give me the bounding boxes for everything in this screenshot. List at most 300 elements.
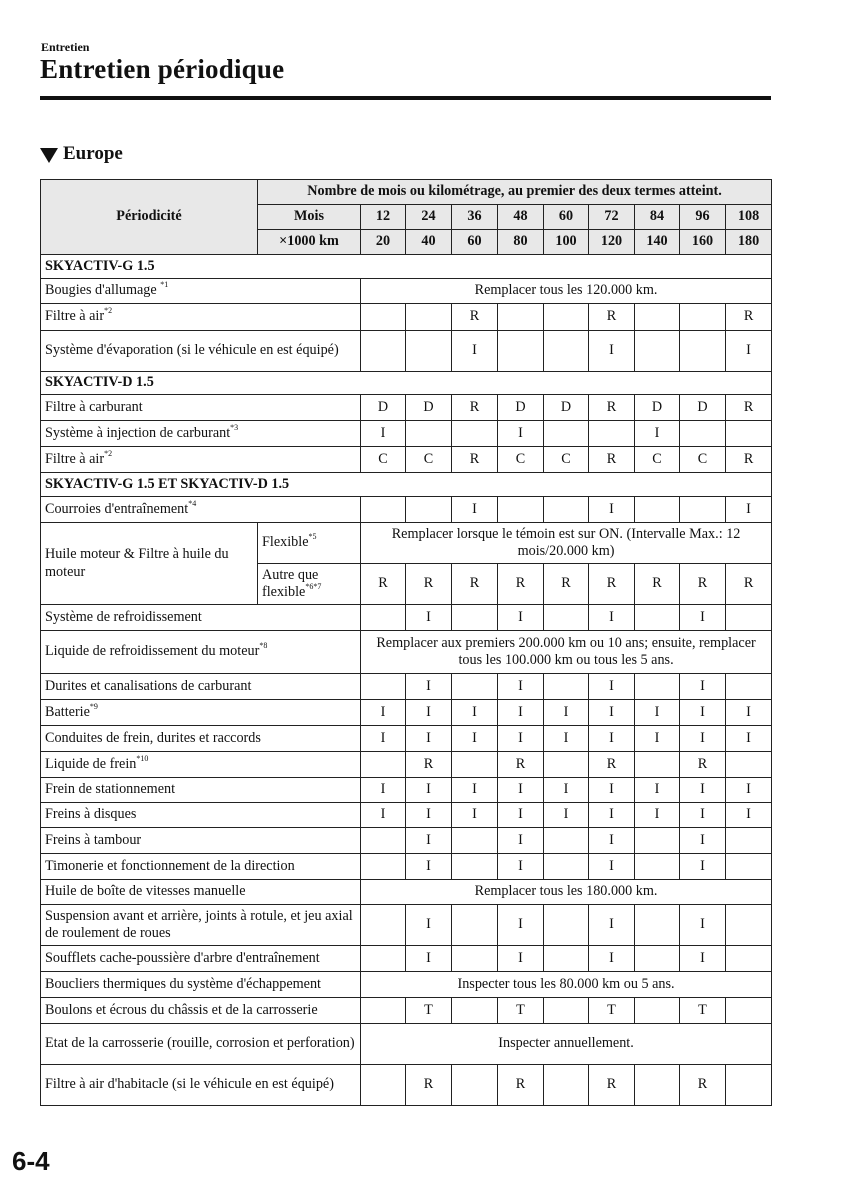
interval-cell: I (589, 905, 635, 946)
interval-cell (406, 331, 452, 372)
interval-cell (680, 331, 726, 372)
item-text: Frein de stationnement (45, 781, 176, 798)
table-row (41, 631, 772, 674)
interval-cell: I (406, 905, 452, 946)
interval-cell (452, 1065, 498, 1106)
table-row (41, 828, 772, 854)
footnote-ref: *10 (136, 753, 149, 763)
interval-cell: I (406, 778, 452, 803)
interval-cell: R (726, 447, 772, 473)
interval-cell: I (452, 331, 498, 372)
table-row (41, 523, 772, 564)
title-divider (40, 96, 771, 100)
interval-cell (544, 905, 589, 946)
interval-cell: I (635, 778, 680, 803)
interval-cell: I (452, 778, 498, 803)
footnote-ref: *6*7 (305, 582, 322, 591)
interval-cell (544, 605, 589, 631)
region-label: Europe (63, 143, 123, 164)
interval-cell (452, 828, 498, 854)
interval-cell: I (406, 803, 452, 828)
interval-cell: I (498, 905, 544, 946)
table-row (41, 255, 772, 279)
item-text: Timonerie et fonctionnement de la direction (45, 857, 295, 874)
interval-cell: R (680, 1065, 726, 1106)
interval-cell: I (726, 497, 772, 523)
month-value: 12 (361, 205, 406, 230)
interval-cell (680, 304, 726, 331)
interval-cell: I (680, 854, 726, 880)
item-text: Huile moteur & Filtre à huile du moteur (45, 546, 229, 580)
table-row (41, 778, 772, 803)
interval-cell: R (680, 752, 726, 778)
item-label (41, 778, 361, 803)
item-label (41, 674, 361, 700)
interval-cell: I (498, 778, 544, 803)
interval-cell: C (544, 447, 589, 473)
item-label (41, 279, 361, 304)
interval-cell: I (361, 700, 406, 726)
interval-span-cell: Remplacer tous les 180.000 km. (361, 880, 772, 905)
interval-cell: I (452, 700, 498, 726)
item-label (41, 631, 361, 674)
interval-cell: I (680, 905, 726, 946)
interval-cell (498, 497, 544, 523)
item-text: Système à injection de carburant (45, 424, 231, 441)
interval-cell: C (635, 447, 680, 473)
interval-cell: I (589, 778, 635, 803)
interval-cell (726, 674, 772, 700)
interval-cell: R (361, 564, 406, 605)
month-value: 36 (452, 205, 498, 230)
table-row (41, 180, 772, 205)
months-header: Mois (258, 205, 361, 230)
interval-cell (452, 674, 498, 700)
interval-cell (361, 304, 406, 331)
item-text: Batterie (45, 703, 90, 720)
interval-cell: I (589, 946, 635, 972)
interval-cell: I (635, 803, 680, 828)
sub-item-label (258, 564, 361, 605)
table-row (41, 1065, 772, 1106)
table-row (41, 279, 772, 304)
interval-cell (544, 497, 589, 523)
item-text: Liquide de refroidissement du moteur (45, 643, 260, 660)
interval-cell: I (361, 421, 406, 447)
interval-cell: I (680, 700, 726, 726)
interval-cell: D (498, 395, 544, 421)
footnote-ref: *2 (104, 448, 113, 458)
interval-cell: I (589, 828, 635, 854)
table-row (41, 752, 772, 778)
interval-span-cell: Inspecter annuellement. (361, 1024, 772, 1065)
footnote-ref: *1 (160, 280, 169, 290)
interval-header: Nombre de mois ou kilométrage, au premier des deux termes atteint. (258, 180, 772, 205)
item-text: Freins à tambour (45, 831, 142, 848)
interval-cell: I (635, 421, 680, 447)
interval-cell (498, 304, 544, 331)
item-label (41, 523, 258, 605)
table-row (41, 880, 772, 905)
interval-cell: R (498, 1065, 544, 1106)
interval-cell: R (589, 395, 635, 421)
maintenance-schedule-table (40, 179, 772, 1106)
footnote-ref: *2 (104, 306, 113, 316)
interval-cell: I (406, 605, 452, 631)
region-heading (40, 143, 123, 165)
interval-cell: R (726, 304, 772, 331)
item-label (41, 331, 361, 372)
interval-cell: I (589, 331, 635, 372)
interval-span-cell: Remplacer lorsque le témoin est sur ON. (Intervalle Max.: 12 mois/20.000 km) (361, 523, 772, 564)
interval-cell: R (452, 304, 498, 331)
group-heading: SKYACTIV-G 1.5 (41, 255, 772, 279)
interval-cell (726, 605, 772, 631)
interval-cell: R (452, 395, 498, 421)
table-row (41, 331, 772, 372)
interval-cell: I (498, 803, 544, 828)
interval-cell: I (726, 803, 772, 828)
interval-cell: I (635, 726, 680, 752)
item-text: Soufflets cache-poussière d'arbre d'entraînement (45, 949, 320, 966)
interval-cell (635, 854, 680, 880)
interval-cell (361, 854, 406, 880)
interval-cell: R (589, 752, 635, 778)
footnote-ref: *5 (308, 532, 317, 542)
table-row (41, 700, 772, 726)
interval-cell: R (498, 752, 544, 778)
table-row (41, 605, 772, 631)
item-text: Filtre à carburant (45, 398, 143, 415)
item-label (41, 447, 361, 473)
interval-cell: I (498, 421, 544, 447)
interval-cell: I (680, 726, 726, 752)
interval-cell: T (680, 998, 726, 1024)
table-row (41, 854, 772, 880)
item-label (41, 395, 361, 421)
item-text: Bougies d'allumage (45, 282, 161, 299)
interval-cell (406, 497, 452, 523)
interval-cell: I (680, 605, 726, 631)
interval-cell (726, 421, 772, 447)
interval-cell: R (589, 564, 635, 605)
interval-cell: I (498, 828, 544, 854)
item-text: Conduites de frein, durites et raccords (45, 729, 261, 746)
group-heading: SKYACTIV-G 1.5 ET SKYACTIV-D 1.5 (41, 473, 772, 497)
item-label (41, 998, 361, 1024)
item-text: Boucliers thermiques du système d'échappement (45, 975, 321, 992)
interval-cell (726, 854, 772, 880)
interval-span-cell: Remplacer tous les 120.000 km. (361, 279, 772, 304)
interval-span-cell: Inspecter tous les 80.000 km ou 5 ans. (361, 972, 772, 998)
month-value: 108 (726, 205, 772, 230)
interval-cell: I (452, 497, 498, 523)
item-text: Système d'évaporation (si le véhicule en est équipé) (45, 342, 339, 359)
interval-cell (726, 946, 772, 972)
interval-cell: I (544, 803, 589, 828)
item-text: Suspension avant et arrière, joints à rotule, et jeu axial de roulement de roues (45, 907, 353, 941)
item-text: Courroies d'entraînement (45, 500, 189, 517)
interval-cell (726, 905, 772, 946)
interval-cell (544, 421, 589, 447)
interval-cell (635, 752, 680, 778)
interval-cell: R (680, 564, 726, 605)
item-text: Durites et canalisations de carburant (45, 677, 252, 694)
triangle-down-icon (40, 148, 58, 163)
footnote-ref: *8 (259, 641, 268, 651)
interval-cell (544, 828, 589, 854)
interval-cell: I (498, 726, 544, 752)
table-row (41, 905, 772, 946)
interval-cell (544, 946, 589, 972)
interval-cell: I (406, 674, 452, 700)
interval-cell: R (544, 564, 589, 605)
interval-cell (452, 752, 498, 778)
interval-cell (361, 674, 406, 700)
interval-cell (635, 674, 680, 700)
interval-cell: I (498, 605, 544, 631)
interval-cell (635, 946, 680, 972)
interval-cell: I (589, 700, 635, 726)
item-label (41, 421, 361, 447)
interval-cell: R (589, 304, 635, 331)
table-row (41, 1024, 772, 1065)
interval-cell (544, 331, 589, 372)
interval-cell (635, 1065, 680, 1106)
interval-cell: I (589, 726, 635, 752)
km-value: 40 (406, 230, 452, 255)
interval-cell: I (635, 700, 680, 726)
table-row (41, 972, 772, 998)
interval-cell: T (589, 998, 635, 1024)
interval-cell: I (680, 803, 726, 828)
interval-cell: I (726, 726, 772, 752)
interval-cell (361, 605, 406, 631)
interval-cell (726, 752, 772, 778)
interval-cell: C (680, 447, 726, 473)
item-text: Etat de la carrosserie (rouille, corrosion et perforation) (45, 1035, 355, 1052)
item-text: Boulons et écrous du châssis et de la carrosserie (45, 1001, 318, 1018)
interval-cell (406, 304, 452, 331)
interval-cell: I (680, 778, 726, 803)
item-label (41, 828, 361, 854)
interval-cell: I (498, 700, 544, 726)
interval-cell (452, 946, 498, 972)
interval-cell: D (544, 395, 589, 421)
interval-cell: I (726, 331, 772, 372)
table-row (41, 447, 772, 473)
interval-cell (726, 998, 772, 1024)
interval-cell: I (680, 946, 726, 972)
interval-cell (544, 752, 589, 778)
item-label (41, 497, 361, 523)
interval-cell: I (361, 803, 406, 828)
km-value: 80 (498, 230, 544, 255)
item-label (41, 803, 361, 828)
interval-cell (361, 331, 406, 372)
km-value: 20 (361, 230, 406, 255)
interval-cell: R (452, 564, 498, 605)
section-label: Entretien (41, 40, 90, 54)
interval-cell: D (361, 395, 406, 421)
interval-cell: I (361, 778, 406, 803)
footnote-ref: *3 (230, 422, 239, 432)
interval-cell: I (544, 700, 589, 726)
table-row (41, 473, 772, 497)
interval-cell: I (361, 726, 406, 752)
month-value: 48 (498, 205, 544, 230)
interval-cell: I (589, 674, 635, 700)
interval-cell: R (635, 564, 680, 605)
interval-cell: I (498, 946, 544, 972)
interval-cell: I (406, 726, 452, 752)
item-text: Freins à disques (45, 806, 137, 823)
item-label (41, 605, 361, 631)
interval-cell (452, 854, 498, 880)
table-row (41, 421, 772, 447)
interval-cell (361, 497, 406, 523)
table-row (41, 395, 772, 421)
footnote-ref: *4 (188, 498, 197, 508)
interval-cell (680, 497, 726, 523)
interval-cell (726, 1065, 772, 1106)
footnote-ref: *9 (89, 701, 98, 711)
interval-cell: I (589, 497, 635, 523)
item-label (41, 905, 361, 946)
item-label (41, 1065, 361, 1106)
interval-cell (544, 674, 589, 700)
item-label (41, 1024, 361, 1065)
month-value: 96 (680, 205, 726, 230)
interval-cell: I (406, 946, 452, 972)
interval-cell: D (680, 395, 726, 421)
interval-cell: I (589, 854, 635, 880)
item-text: Filtre à air (45, 450, 105, 467)
month-value: 24 (406, 205, 452, 230)
interval-cell (452, 605, 498, 631)
interval-cell: I (544, 778, 589, 803)
interval-cell (361, 828, 406, 854)
table-row (41, 803, 772, 828)
interval-cell: R (406, 564, 452, 605)
km-value: 60 (452, 230, 498, 255)
interval-cell: I (406, 828, 452, 854)
interval-cell: R (452, 447, 498, 473)
km-value: 140 (635, 230, 680, 255)
interval-cell (635, 331, 680, 372)
interval-cell: I (498, 674, 544, 700)
interval-cell: C (406, 447, 452, 473)
interval-cell (361, 1065, 406, 1106)
interval-cell: I (680, 674, 726, 700)
interval-cell: I (726, 778, 772, 803)
interval-cell: C (361, 447, 406, 473)
interval-span-cell: Remplacer aux premiers 200.000 km ou 10 ans; ensuite, remplacer tous les 100.000 km ou tous les 5 ans. (361, 631, 772, 674)
interval-cell: I (498, 854, 544, 880)
item-text: Flexible (262, 534, 309, 551)
km-value: 180 (726, 230, 772, 255)
interval-cell: T (406, 998, 452, 1024)
item-label (41, 304, 361, 331)
interval-cell: R (406, 752, 452, 778)
table-row (41, 372, 772, 395)
interval-cell (726, 828, 772, 854)
interval-cell (635, 497, 680, 523)
item-label (41, 854, 361, 880)
table-row (41, 726, 772, 752)
item-label (41, 726, 361, 752)
interval-cell: R (498, 564, 544, 605)
item-label (41, 880, 361, 905)
item-text: Liquide de frein (45, 755, 137, 772)
interval-cell (361, 905, 406, 946)
item-label (41, 946, 361, 972)
item-text: Huile de boîte de vitesses manuelle (45, 883, 246, 900)
interval-cell (544, 304, 589, 331)
item-text: Filtre à air (45, 308, 105, 325)
interval-cell (406, 421, 452, 447)
interval-cell (589, 421, 635, 447)
item-label (41, 972, 361, 998)
interval-cell: R (589, 447, 635, 473)
interval-cell (544, 1065, 589, 1106)
interval-cell: I (406, 700, 452, 726)
interval-cell (635, 998, 680, 1024)
interval-cell: R (726, 395, 772, 421)
periodicity-header: Périodicité (41, 180, 258, 255)
interval-cell: I (544, 726, 589, 752)
interval-cell: T (498, 998, 544, 1024)
interval-cell: R (589, 1065, 635, 1106)
table-row (41, 998, 772, 1024)
km-value: 120 (589, 230, 635, 255)
interval-cell (635, 605, 680, 631)
interval-cell (452, 905, 498, 946)
km-value: 160 (680, 230, 726, 255)
month-value: 84 (635, 205, 680, 230)
interval-cell (452, 421, 498, 447)
interval-cell: C (498, 447, 544, 473)
interval-cell: I (726, 700, 772, 726)
interval-cell: I (406, 854, 452, 880)
month-value: 60 (544, 205, 589, 230)
interval-cell: I (589, 605, 635, 631)
interval-cell (544, 998, 589, 1024)
interval-cell (544, 854, 589, 880)
interval-cell (635, 304, 680, 331)
item-label (41, 752, 361, 778)
interval-cell (680, 421, 726, 447)
item-text: Système de refroidissement (45, 608, 202, 625)
page-number: 6-4 (12, 1146, 50, 1176)
interval-cell (361, 998, 406, 1024)
group-heading: SKYACTIV-D 1.5 (41, 372, 772, 395)
interval-cell: R (726, 564, 772, 605)
sub-item-label (258, 523, 361, 564)
interval-cell: D (635, 395, 680, 421)
km-value: 100 (544, 230, 589, 255)
km-header: ×1000 km (258, 230, 361, 255)
item-text: Filtre à air d'habitacle (si le véhicule en est équipé) (45, 1076, 334, 1093)
interval-cell (635, 905, 680, 946)
interval-cell: I (452, 726, 498, 752)
interval-cell: I (452, 803, 498, 828)
interval-cell (452, 998, 498, 1024)
interval-cell (498, 331, 544, 372)
table-row (41, 497, 772, 523)
table-row (41, 674, 772, 700)
interval-cell: I (589, 803, 635, 828)
